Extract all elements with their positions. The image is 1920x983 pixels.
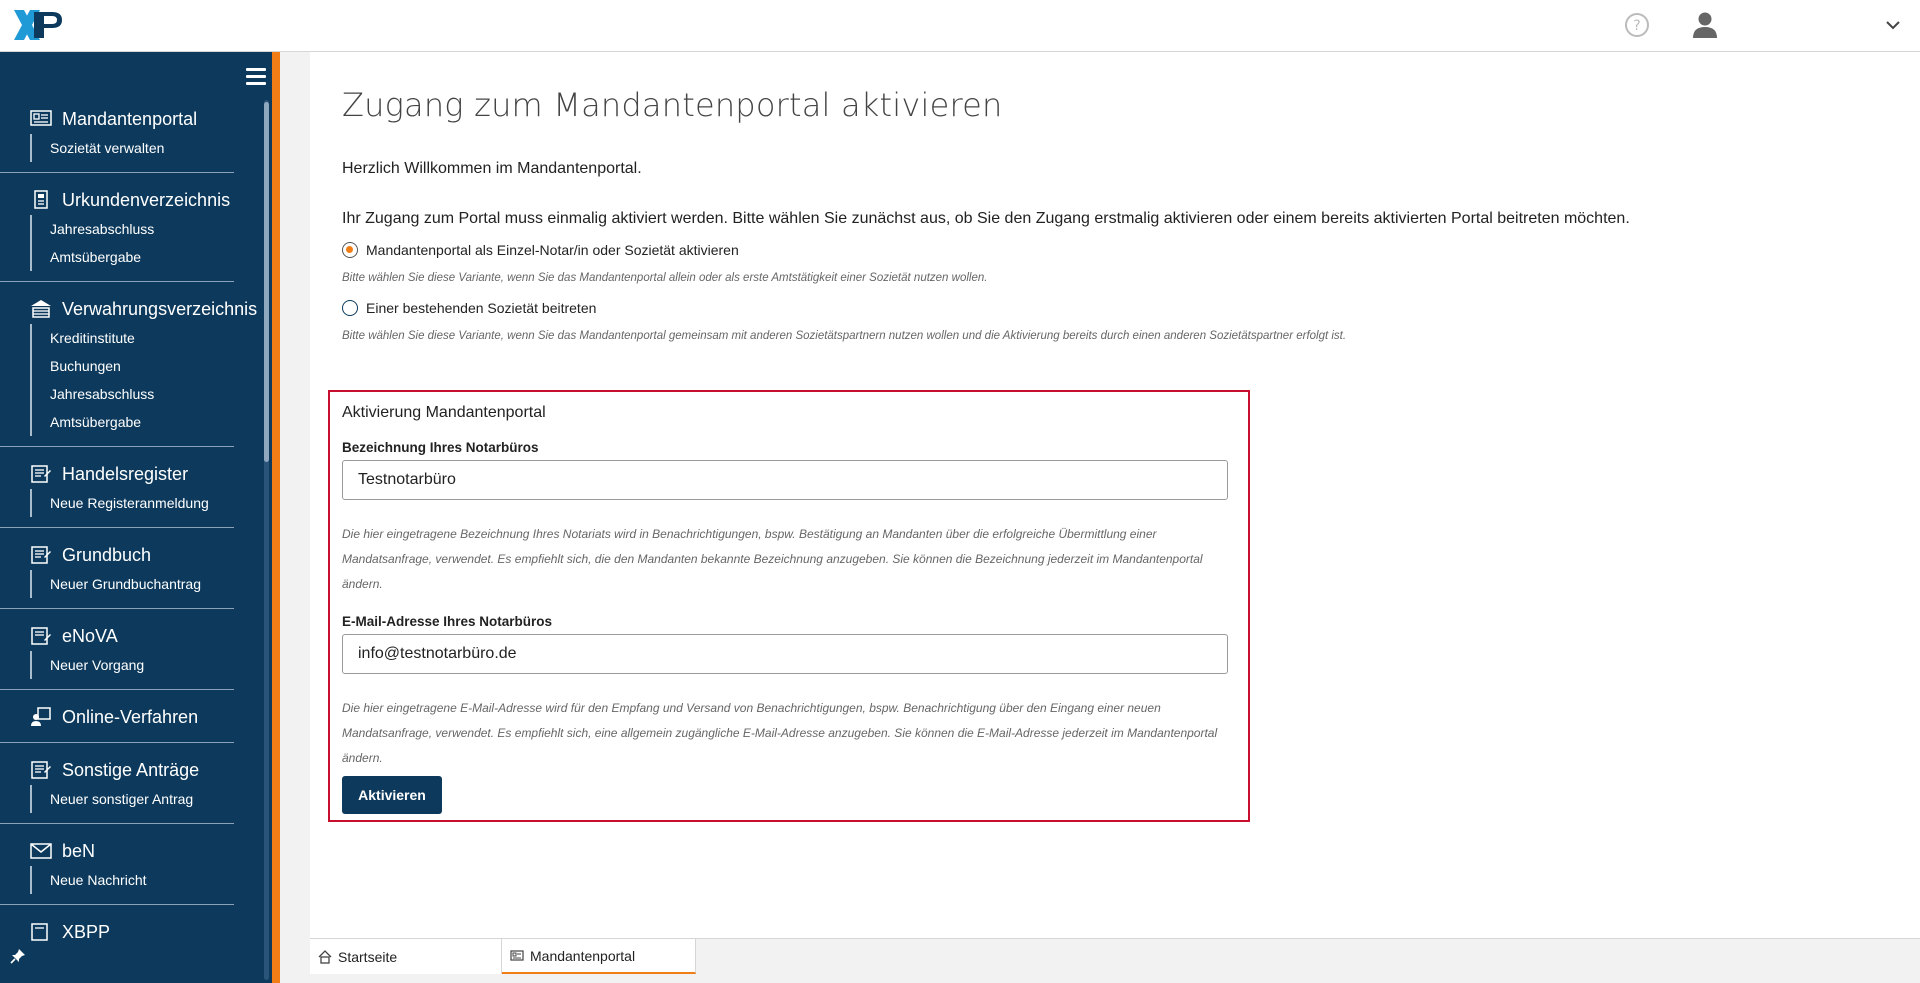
sidebar-section-label: Urkundenverzeichnis xyxy=(62,189,231,210)
online-icon xyxy=(30,707,52,727)
sidebar xyxy=(0,52,272,983)
sidebar-section-ben xyxy=(0,836,262,894)
content-gutter xyxy=(280,52,310,983)
sidebar-subitem-jahresabschluss[interactable]: Jahresabschluss xyxy=(30,215,262,243)
sidebar-item-ben[interactable] xyxy=(30,836,262,866)
radio-option-activate[interactable] xyxy=(342,242,739,258)
sidebar-section-label: Verwahrungsverzeichnis xyxy=(62,298,258,319)
sidebar-section-verwahrungsverzeichnis xyxy=(0,294,262,436)
sidebar-subitem-neue-nachricht[interactable]: Neue Nachricht xyxy=(30,866,262,894)
sidebar-subitem-neue-registeranmeldung[interactable]: Neue Registeranmeldung xyxy=(30,489,262,517)
form-icon xyxy=(30,626,52,646)
sidebar-scrollbar-thumb[interactable] xyxy=(264,102,269,462)
bank-icon xyxy=(30,299,52,319)
main-content xyxy=(310,52,1920,938)
sidebar-item-verwahrungsverzeichnis[interactable] xyxy=(30,294,262,324)
user-icon[interactable] xyxy=(1690,10,1720,40)
sidebar-subitem-neuer-vorgang[interactable]: Neuer Vorgang xyxy=(30,651,262,679)
sidebar-section-label: Handelsregister xyxy=(62,463,189,484)
sidebar-section-mandantenportal xyxy=(0,104,262,162)
sidebar-item-urkundenverzeichnis[interactable] xyxy=(30,185,262,215)
radio-option-join[interactable] xyxy=(342,300,596,316)
sidebar-item-mandantenportal[interactable] xyxy=(30,104,262,134)
register-icon xyxy=(30,545,52,565)
sidebar-subitem-amtsuebergabe[interactable]: Amtsübergabe xyxy=(30,243,262,271)
xnp-logo[interactable] xyxy=(12,8,64,42)
sidebar-divider xyxy=(0,446,234,447)
sidebar-nav xyxy=(0,104,262,947)
sidebar-section-label: eNoVA xyxy=(62,625,118,646)
bottom-tab-bar xyxy=(310,938,1920,983)
sidebar-divider xyxy=(0,527,234,528)
mail-icon xyxy=(30,841,52,861)
page-title: Zugang zum Mandantenportal aktivieren xyxy=(342,86,1003,124)
welcome-text: Herzlich Willkommen im Mandantenportal. xyxy=(342,160,642,177)
activate-button[interactable]: Aktivieren xyxy=(342,776,442,814)
tab-mandantenportal[interactable] xyxy=(502,939,696,974)
hamburger-menu-icon[interactable] xyxy=(246,68,266,86)
activation-panel xyxy=(328,390,1250,822)
sidebar-section-label: Mandantenportal xyxy=(62,108,198,129)
sidebar-divider xyxy=(0,823,234,824)
office-email-input[interactable] xyxy=(342,634,1228,674)
sidebar-subitem-neuer-sonstiger-antrag[interactable]: Neuer sonstiger Antrag xyxy=(30,785,262,813)
help-circle-icon[interactable] xyxy=(1624,12,1650,38)
sidebar-subitem-buchungen[interactable]: Buchungen xyxy=(30,352,262,380)
sidebar-divider xyxy=(0,281,234,282)
sidebar-section-label: Sonstige Anträge xyxy=(62,759,200,780)
name-field-label: Bezeichnung Ihres Notarbüros xyxy=(342,440,539,455)
sidebar-divider xyxy=(0,608,234,609)
email-field-label: E-Mail-Adresse Ihres Notarbüros xyxy=(342,614,553,629)
portal-icon xyxy=(30,109,52,129)
register-icon xyxy=(30,760,52,780)
sidebar-subitem-amtsuebergabe[interactable]: Amtsübergabe xyxy=(30,408,262,436)
sidebar-section-grundbuch xyxy=(0,540,262,598)
radio-button-checked[interactable] xyxy=(342,242,358,258)
office-name-input[interactable] xyxy=(342,460,1228,500)
home-icon xyxy=(318,950,332,964)
radio-hint: Bitte wählen Sie diese Variante, wenn Sie das Mandantenportal gemeinsam mit anderen Sozietätspartnern nutzen wollen und die Aktivierung bereits durch einen anderen Sozietätspartner erfolgt ist. xyxy=(342,330,1347,342)
sidebar-item-enova[interactable] xyxy=(30,621,262,651)
sidebar-section-urkundenverzeichnis xyxy=(0,185,262,271)
svg-text:?: ? xyxy=(1633,18,1641,34)
panel-title: Aktivierung Mandantenportal xyxy=(342,404,546,421)
email-field-hint: Die hier eingetragene E-Mail-Adresse wird für den Empfang und Versand von Benachrichtigungen, bspw. Benachrichtigung über den Eingang einer neuen Mandatsanfrage, verwendet. Es empfiehlt sich, eine allgemein zugängliche E-Mail-Adresse anzugeben. Sie können die E-Mail-Adresse jederzeit im Mandantenportal ändern. xyxy=(342,701,1218,765)
tab-label: Startseite xyxy=(338,948,398,965)
sidebar-divider xyxy=(0,172,234,173)
sidebar-divider xyxy=(0,904,234,905)
sidebar-section-handelsregister xyxy=(0,459,262,517)
radio-label: Einer bestehenden Sozietät beitreten xyxy=(366,300,597,316)
sidebar-section-online-verfahren xyxy=(0,702,262,732)
pin-icon[interactable] xyxy=(10,948,26,964)
portal-icon xyxy=(510,949,524,963)
sidebar-item-online-verfahren[interactable] xyxy=(30,702,262,732)
sidebar-section-label: XBPP xyxy=(62,921,111,942)
sidebar-section-enova xyxy=(0,621,262,679)
chevron-down-icon[interactable] xyxy=(1884,16,1902,34)
intro-text: Ihr Zugang zum Portal muss einmalig aktiviert werden. Bitte wählen Sie zunächst aus, ob Sie den Zugang erstmalig aktivieren oder einem bereits aktivierten Portal beitreten möchten. xyxy=(342,210,1630,227)
radio-label: Mandantenportal als Einzel-Notar/in oder Sozietät aktivieren xyxy=(366,242,739,258)
sidebar-section-sonstige-antraege xyxy=(0,755,262,813)
radio-button[interactable] xyxy=(342,300,358,316)
sidebar-subitem-neuer-grundbuchantrag[interactable]: Neuer Grundbuchantrag xyxy=(30,570,262,598)
name-field-hint: Die hier eingetragene Bezeichnung Ihres Notariats wird in Benachrichtigungen, bspw. Bestätigung an Mandanten über die erfolgreiche Übermittlung einer Mandatsanfrage, verwendet. Es empfiehlt sich, die den Mandanten bekannte Bezeichnung anzugeben. Sie können die Bezeichnung jederzeit im Mandantenportal ändern. xyxy=(342,527,1203,591)
tab-label: Mandantenportal xyxy=(530,947,636,964)
form-icon xyxy=(30,922,52,942)
register-icon xyxy=(30,464,52,484)
sidebar-subitem-sozietaet-verwalten[interactable]: Sozietät verwalten xyxy=(30,134,262,162)
top-bar xyxy=(0,0,1920,52)
sidebar-divider xyxy=(0,689,234,690)
sidebar-subitem-jahresabschluss[interactable]: Jahresabschluss xyxy=(30,380,262,408)
sidebar-section-label: Online-Verfahren xyxy=(62,706,199,727)
document-icon xyxy=(30,190,52,210)
sidebar-divider xyxy=(0,742,234,743)
tab-startseite[interactable] xyxy=(310,939,502,974)
sidebar-accent-strip xyxy=(272,52,280,983)
sidebar-item-handelsregister[interactable] xyxy=(30,459,262,489)
sidebar-item-grundbuch[interactable] xyxy=(30,540,262,570)
sidebar-section-xbpp xyxy=(0,917,262,947)
sidebar-subitem-kreditinstitute[interactable]: Kreditinstitute xyxy=(30,324,262,352)
radio-hint: Bitte wählen Sie diese Variante, wenn Sie das Mandantenportal allein oder als erste Amtstätigkeit einer Sozietät nutzen wollen. xyxy=(342,272,988,284)
sidebar-section-label: beN xyxy=(62,840,96,861)
sidebar-item-sonstige-antraege[interactable] xyxy=(30,755,262,785)
sidebar-section-label: Grundbuch xyxy=(62,544,152,565)
sidebar-item-xbpp[interactable] xyxy=(30,917,262,947)
